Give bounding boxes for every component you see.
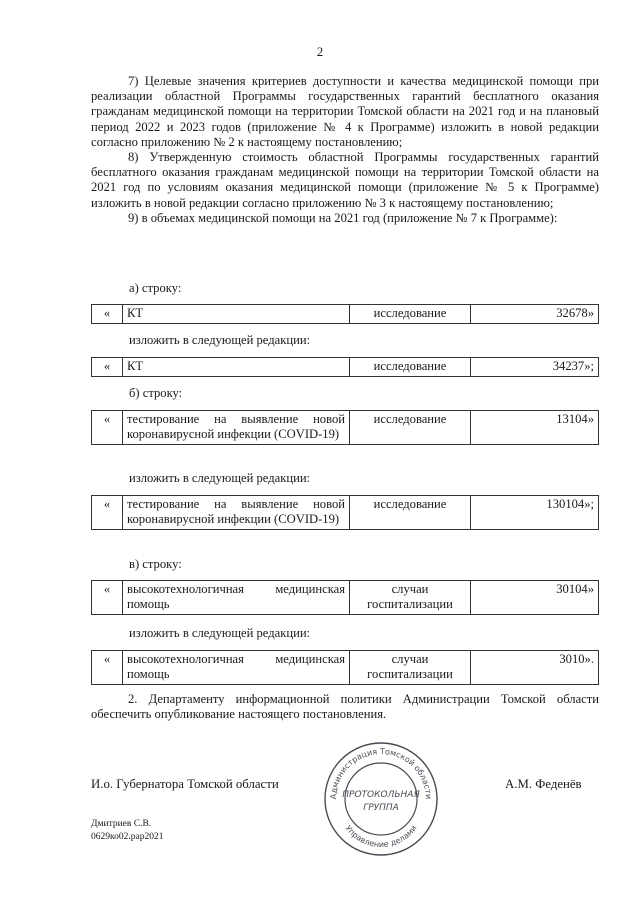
svg-text:Управление делами (344, 824, 419, 849)
row-value: 34237»; (471, 358, 599, 377)
paragraph-9: 9) в объемах медицинской помощи на 2021 год (приложение № 7 к Программе): (128, 210, 558, 225)
row-value: 13104» (471, 411, 599, 445)
row-value: 32678» (471, 305, 599, 324)
executor-file: 0629ко02.рар2021 (91, 832, 164, 842)
row-value: 30104» (471, 581, 599, 615)
table-row-b-old (91, 410, 599, 445)
table-row-a-old (91, 304, 599, 324)
signature-name: А.М. Феденёв (505, 777, 582, 791)
open-quote: « (92, 305, 123, 324)
label-row-c: в) строку: (129, 557, 182, 571)
open-quote: « (92, 651, 123, 685)
label-edit-3: изложить в следующей редакции: (129, 626, 311, 640)
paragraph-7: 7) Целевые значения критериев доступности и качества медицинской помощи при реализации областной Программы государственных гарантий бесплатного оказания гражданам медицинской помощи на территории Томской области на 2021 год и на плановый период 2022 и 2023 годов (приложение № 4 к Программе) изложить в новой редакции согласно приложению № 2 к настоящему постановлению; (91, 74, 599, 149)
row-unit: исследование (350, 496, 471, 530)
row-name: тестирование на выявление новой коронавирусной инфекции (COVID-19) (123, 411, 350, 445)
label-edit-1: изложить в следующей редакции: (129, 333, 311, 347)
official-stamp (322, 740, 440, 863)
open-quote: « (92, 358, 123, 377)
executor-block (91, 818, 163, 844)
row-unit: исследование (350, 305, 471, 324)
open-quote: « (92, 411, 123, 445)
paragraph-8: 8) Утвержденную стоимость областной Программы государственных гарантий бесплатного оказания гражданам медицинской помощи на территории Томской области на 2021 год по условиям оказания медицинской помощи (приложение № 5 к Программе) изложить в новой редакции согласно приложению № 3 к настоящему постановлению; (91, 150, 599, 210)
row-name: высокотехнологичная медицинская помощь (123, 581, 350, 615)
executor-name: Дмитриев С.В. (91, 819, 152, 829)
table-row-b-new (91, 495, 599, 530)
stamp-ring-top: Администрация Томской области (328, 746, 434, 800)
row-name: тестирование на выявление новой коронавирусной инфекции (COVID-19) (123, 496, 350, 530)
stamp-center-line1: ПРОТОКОЛЬНАЯ (342, 790, 420, 800)
row-value: 3010». (471, 651, 599, 685)
label-edit-2: изложить в следующей редакции: (129, 471, 311, 485)
body-text (91, 74, 599, 226)
row-value: 130104»; (471, 496, 599, 530)
table-row-c-old (91, 580, 599, 615)
signature-title: И.о. Губернатора Томской области (91, 777, 279, 791)
open-quote: « (92, 581, 123, 615)
row-name: КТ (123, 358, 350, 377)
stamp-center-line2: ГРУППА (363, 803, 399, 813)
stamp-ring-bottom: Управление делами (343, 823, 419, 850)
page-number: 2 (316, 44, 324, 59)
row-unit: случаи госпитализации (350, 581, 471, 615)
row-name: КТ (123, 305, 350, 324)
final-paragraph: 2. Департаменту информационной политики Администрации Томской области обеспечить опубликование настоящего постановления. (91, 692, 599, 722)
row-unit: исследование (350, 411, 471, 445)
table-row-c-new (91, 650, 599, 685)
row-unit: исследование (350, 358, 471, 377)
row-unit: случаи госпитализации (350, 651, 471, 685)
stamp-seal-icon (322, 740, 440, 858)
label-row-b: б) строку: (129, 386, 183, 400)
open-quote: « (92, 496, 123, 530)
row-name: высокотехнологичная медицинская помощь (123, 651, 350, 685)
label-row-a: а) строку: (129, 281, 182, 295)
table-row-a-new (91, 357, 599, 377)
